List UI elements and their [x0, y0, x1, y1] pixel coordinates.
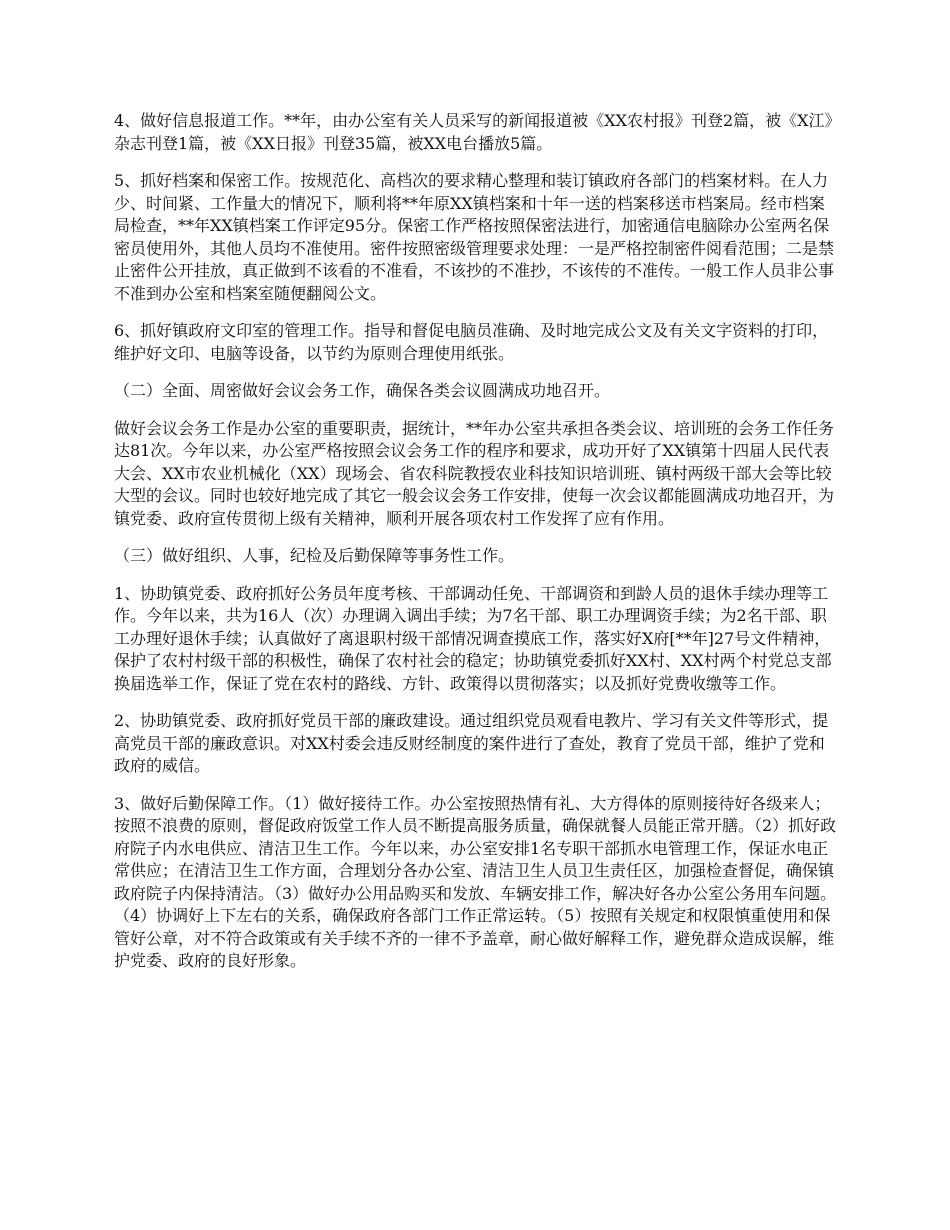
paragraph-archives-confidentiality: 5、抓好档案和保密工作。按规范化、高档次的要求精心整理和装订镇政府各部门的档案材料。在人力少、时间紧、工作量大的情况下，顺利将**年原XX镇档案和十年一送的档案移送市档案局。经市档案局检查，**年XX镇档案工作评定95分。保密工作严格按照保密法进行，加密通信电脑除办公室两名保密员使用外，其他人员均不准使用。密件按照密级管理要求处理：一是严格控制密件阅看范围；二是禁止密件公开挂放，真正做到不该看的不准看，不该抄的不准抄，不该传的不准传。一般工作人员非公事不准到办公室和档案室随便翻阅公文。 — [114, 171, 835, 303]
section-heading-affairs: （三）做好组织、人事，纪检及后勤保障等事务性工作。 — [114, 546, 515, 565]
document-body — [114, 110, 839, 988]
paragraph-integrity: 2、协助镇党委、政府抓好党员干部的廉政建设。通过组织党员观看电教片、学习有关文件等形式，提高党员干部的廉政意识。对XX村委会违反财经制度的案件进行了查处，教育了党员干部，维护了党和政府的威信。 — [114, 711, 829, 775]
section-heading-meetings: （二）全面、周密做好会议会务工作，确保各类会议圆满成功地召开。 — [114, 381, 611, 400]
paragraph-print-room: 6、抓好镇政府文印室的管理工作。指导和督促电脑员准确、及时地完成公文及有关文字资料的打印，维护好文印、电脑等设备，以节约为原则合理使用纸张。 — [114, 321, 829, 363]
paragraph-logistics: 3、做好后勤保障工作。（1）做好接待工作。办公室按照热情有礼、大方得体的原则接待好各级来人；按照不浪费的原则，督促政府饭堂工作人员不断提高服务质量，确保就餐人员能正常开膳。（2）抓好政府院子内水电供应、清洁卫生工作。今年以来，办公室安排1名专职干部抓水电管理工作，保证水电正常供应；在清洁卫生工作方面，合理划分各办公室、清洁卫生人员卫生责任区，加强检查督促，确保镇政府院子内保持清洁。（3）做好办公用品购买和发放、车辆安排工作，解决好各办公室公务用车问题。（4）协调好上下左右的关系，确保政府各部门工作正常运转。（5）按照有关规定和权限慎重使用和保管好公章，对不符合政策或有关手续不齐的一律不予盖章，耐心做好解释工作，避免群众造成误解，维护党委、政府的良好形象。 — [114, 793, 837, 970]
paragraph-meeting-services: 做好会议会务工作是办公室的重要职责，据统计，**年办公室共承担各类会议、培训班的会务工作任务达81次。今年以来，办公室严格按照会议会务工作的程序和要求，成功开好了XX镇第十四届人民代表大会、XX市农业机械化（XX）现场会、省农科院教授农业科技知识培训班、镇村两级干部大会等比较大型的会议。同时也较好地完成了其它一般会议会务工作安排，使每一次会议都能圆满成功地召开，为镇党委、政府宣传贯彻上级有关精神，顺利开展各项农村工作发挥了应有作用。 — [114, 418, 835, 528]
paragraph-info-reporting: 4、做好信息报道工作。**年，由办公室有关人员采写的新闻报道被《XX农村报》刊登2篇，被《X江》杂志刊登1篇，被《XX日报》刊登35篇，被XX电台播放5篇。 — [114, 111, 833, 153]
paragraph-personnel: 1、协助镇党委、政府抓好公务员年度考核、干部调动任免、干部调资和到龄人员的退休手续办理等工作。今年以来，共为16人（次）办理调入调出手续；为7名干部、职工办理调资手续；为2名干部、职工办理好退休手续；认真做好了离退职村级干部情况调查摸底工作，落实好X府[**年]27号文件精神，保护了农村村级干部的积极性，确保了农村社会的稳定；协助镇党委抓好XX村、XX村两个村党总支部换届选举工作，保证了党在农村的路线、方针、政策得以贯彻落实；以及抓好党费收缴等工作。 — [114, 583, 832, 693]
